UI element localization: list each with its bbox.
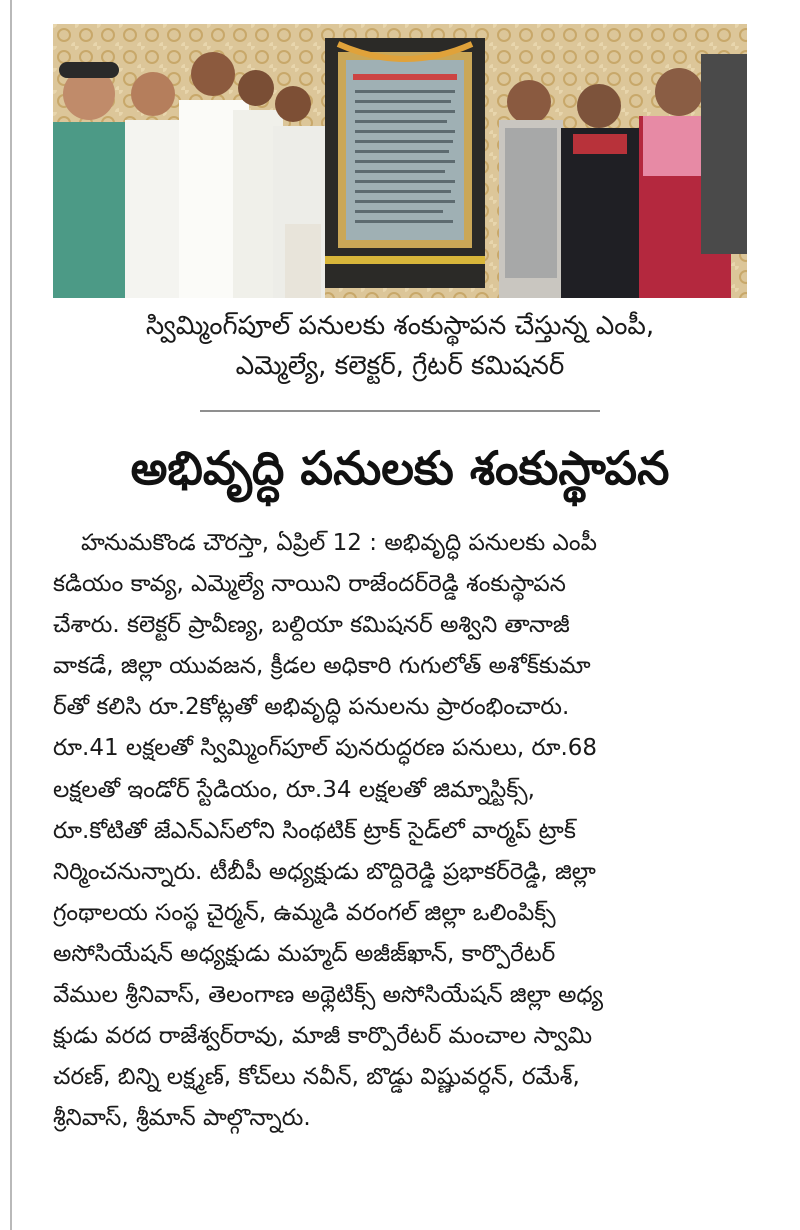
body-line: క్షుడు వరద రాజేశ్వర్‌రావు, మాజీ కార్పొరేటర్ మంచాల స్వామి (53, 1023, 593, 1050)
body-line: చేశారు. కలెక్టర్ ప్రావీణ్య, బల్దియా కమిషనర్ అశ్విని తానాజీ (53, 612, 570, 639)
body-line: వాకడే, జిల్లా యువజన, క్రీడల అధికారి గుగులోత్ అశోక్‌కుమా (53, 653, 591, 680)
body-line: చరణ్, బిన్ని లక్ష్మణ్, కోచ్‌లు నవీన్, బొడ్డు విష్ణువర్ధన్, రమేశ్, (53, 1064, 580, 1091)
body-line: గ్రంథాలయ సంస్థ చైర్మన్, ఉమ్మడి వరంగల్ జిల్లా ఒలింపిక్స్ (53, 899, 556, 926)
body-line: రూ.41 లక్షలతో స్విమ్మింగ్‌పూల్ పునరుద్ధరణ పనులు, రూ.68 (53, 735, 598, 762)
photo-caption (53, 306, 747, 386)
column-rule (10, 0, 12, 1230)
body-line: ర్‌తో కలిసి రూ.2కోట్లతో అభివృద్ధి పనులను ప్రారంభించారు. (53, 694, 570, 721)
body-line: లక్షలతో ఇండోర్ స్టేడియం, రూ.34 లక్షలతో జిమ్నాస్టిక్స్, (53, 776, 535, 803)
body-line: శ్రీనివాస్, శ్రీమాన్ పాల్గొన్నారు. (53, 1105, 311, 1132)
body-line: నిర్మించనున్నారు. టీబీపీ అధ్యక్షుడు బొద్దిరెడ్డి ప్రభాకర్‌రెడ్డి, జిల్లా (53, 858, 596, 885)
article-headline: అభివృద్ధి పనులకు శంకుస్థాపన (130, 441, 670, 495)
news-photo (53, 24, 747, 298)
caption-line: స్విమ్మింగ్‌పూల్ పనులకు శంకుస్థాపన చేస్తున్న ఎంపీ, (145, 311, 655, 341)
body-line: కడియం కావ్య, ఎమ్మెల్యే నాయిని రాజేందర్‌రెడ్డి శంకుస్థాపన (53, 571, 566, 598)
caption-line: ఎమ్మెల్యే, కలెక్టర్, గ్రేటర్ కమిషనర్ (235, 351, 565, 381)
news-photo-illustration (53, 24, 747, 298)
article-body (53, 523, 747, 1139)
body-line: అసోసియేషన్ అధ్యక్షుడు మహ్మద్ అజీజ్‌ఖాన్, కార్పొరేటర్ (53, 940, 556, 967)
caption-divider (200, 410, 600, 412)
body-line: వేముల శ్రీనివాస్, తెలంగాణ అథ్లెటిక్స్ అసోసియేషన్ జిల్లా అధ్య (53, 982, 604, 1009)
body-line: హనుమకొండ చౌరస్తా, ఏప్రిల్ 12 : అభివృద్ధి పనులకు ఎంపీ (81, 530, 597, 556)
body-line: రూ.కోటితో జేఎన్ఎస్‌లోని సింథటిక్ ట్రాక్ సైడ్‌లో వార్మప్ ట్రాక్ (53, 817, 576, 844)
